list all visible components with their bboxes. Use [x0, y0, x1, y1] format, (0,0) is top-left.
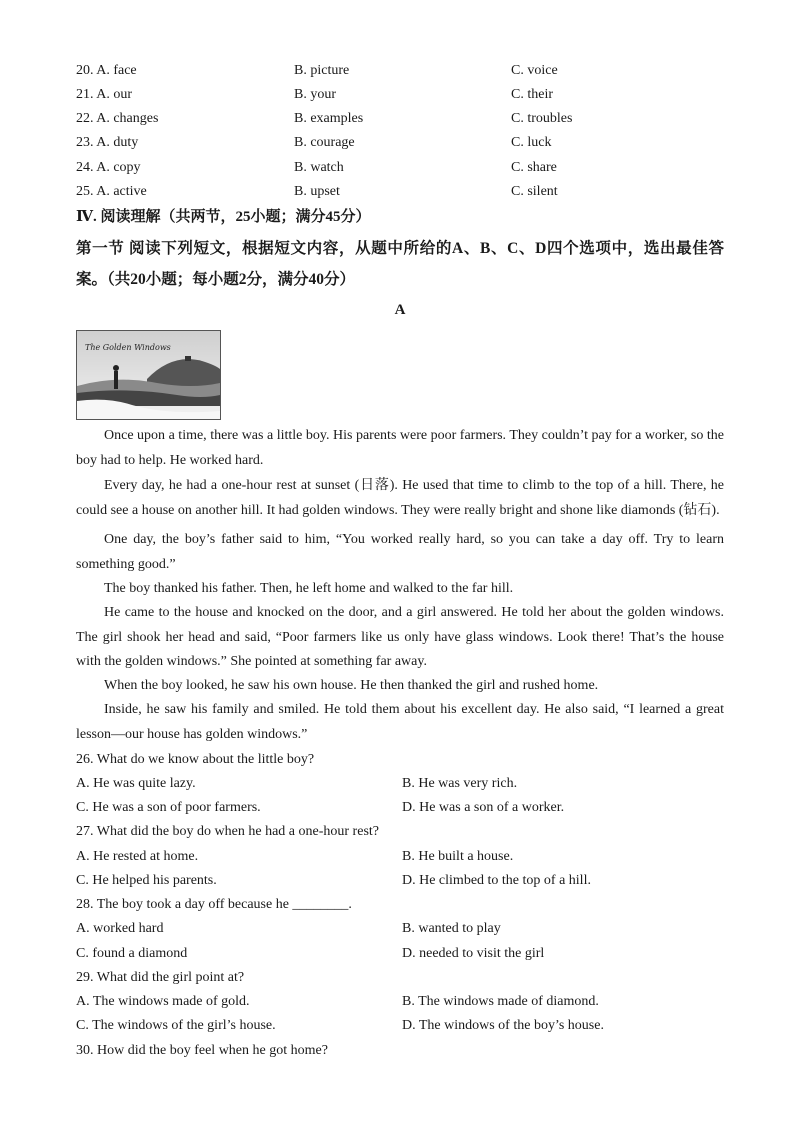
option-c: C. their — [511, 87, 553, 102]
passage-label: A — [394, 302, 406, 318]
answer-option: B. He built a house. — [402, 849, 514, 864]
option-b: B. upset — [294, 184, 340, 199]
option-a: 21. A. our — [76, 87, 132, 102]
answer-option: A. He rested at home. — [76, 849, 199, 864]
answer-option: D. The windows of the boy’s house. — [402, 1018, 604, 1033]
answer-option: B. wanted to play — [402, 921, 501, 936]
story-paragraph: He came to the house and knocked on the door, and a girl answered. He told her about the golden windows. The girl shook her head and said, “Poor farmers like us only have glass windows. Look there! That’s the house with the golden windows.” She pointed at something far away. — [76, 605, 724, 669]
option-b: B. your — [294, 87, 336, 102]
story-paragraph: The boy thanked his father. Then, he left home and walked to the far hill. — [104, 581, 514, 596]
question-stem: 29. What did the girl point at? — [76, 970, 245, 985]
answer-option: B. The windows made of diamond. — [402, 994, 599, 1009]
option-b: B. examples — [294, 111, 364, 126]
option-c: C. luck — [511, 135, 552, 150]
option-c: C. troubles — [511, 111, 573, 126]
story-paragraph: Once upon a time, there was a little boy. His parents were poor farmers. They couldn’t pay for a worker, so the boy had to help. He worked hard. — [76, 428, 724, 468]
answer-option: A. He was quite lazy. — [76, 776, 196, 791]
option-a: 25. A. active — [76, 184, 147, 199]
answer-option: A. The windows made of gold. — [76, 994, 250, 1009]
question-stem: 26. What do we know about the little boy? — [76, 752, 315, 767]
story-paragraph: Every day, he had a one-hour rest at sunset (日落). He used that time to climb to the top of a hill. There, he could see a house on another hill. It had golden windows. They were really bright and shone like diamonds (钻石). — [76, 478, 724, 518]
question-stem: 27. What did the boy do when he had a one-hour rest? — [76, 824, 379, 839]
option-a: 23. A. duty — [76, 135, 139, 150]
answer-option: C. The windows of the girl’s house. — [76, 1018, 276, 1033]
answer-option: D. needed to visit the girl — [402, 946, 545, 961]
section-heading: Ⅳ. 阅读理解（共两节，25小题；满分45分） — [76, 209, 371, 225]
answer-option: C. He helped his parents. — [76, 873, 217, 888]
option-b: B. picture — [294, 63, 350, 78]
story-illustration — [76, 330, 221, 420]
answer-option: D. He was a son of a worker. — [402, 800, 565, 815]
option-c: C. silent — [511, 184, 558, 199]
option-b: B. courage — [294, 135, 355, 150]
option-a: 22. A. changes — [76, 111, 159, 126]
answer-option: B. He was very rich. — [402, 776, 518, 791]
option-c: C. voice — [511, 63, 558, 78]
answer-option: C. He was a son of poor farmers. — [76, 800, 261, 815]
story-paragraph: When the boy looked, he saw his own house. He then thanked the girl and rushed home. — [104, 678, 599, 693]
option-a: 20. A. face — [76, 63, 137, 78]
answer-option: A. worked hard — [76, 921, 164, 936]
question-stem: 28. The boy took a day off because he ________. — [76, 897, 352, 912]
option-b: B. watch — [294, 160, 344, 175]
option-a: 24. A. copy — [76, 160, 141, 175]
question-stem: 30. How did the boy feel when he got home? — [76, 1043, 328, 1058]
section-instruction: 第一节 阅读下列短文，根据短文内容，从题中所给的A、B、C、D四个选项中，选出最佳答案。（共20小题；每小题2分，满分40分） — [76, 240, 724, 288]
story-paragraph: Inside, he saw his family and smiled. He told them about his excellent day. He also said, “I learned a great lesson—our house has golden windows.” — [76, 702, 724, 742]
answer-option: D. He climbed to the top of a hill. — [402, 873, 591, 888]
illustration-title: The Golden Windows — [85, 343, 171, 352]
story-paragraph: One day, the boy’s father said to him, “You worked really hard, so you can take a day off. Try to learn something good.” — [76, 532, 724, 572]
answer-option: C. found a diamond — [76, 946, 188, 961]
option-c: C. share — [511, 160, 557, 175]
